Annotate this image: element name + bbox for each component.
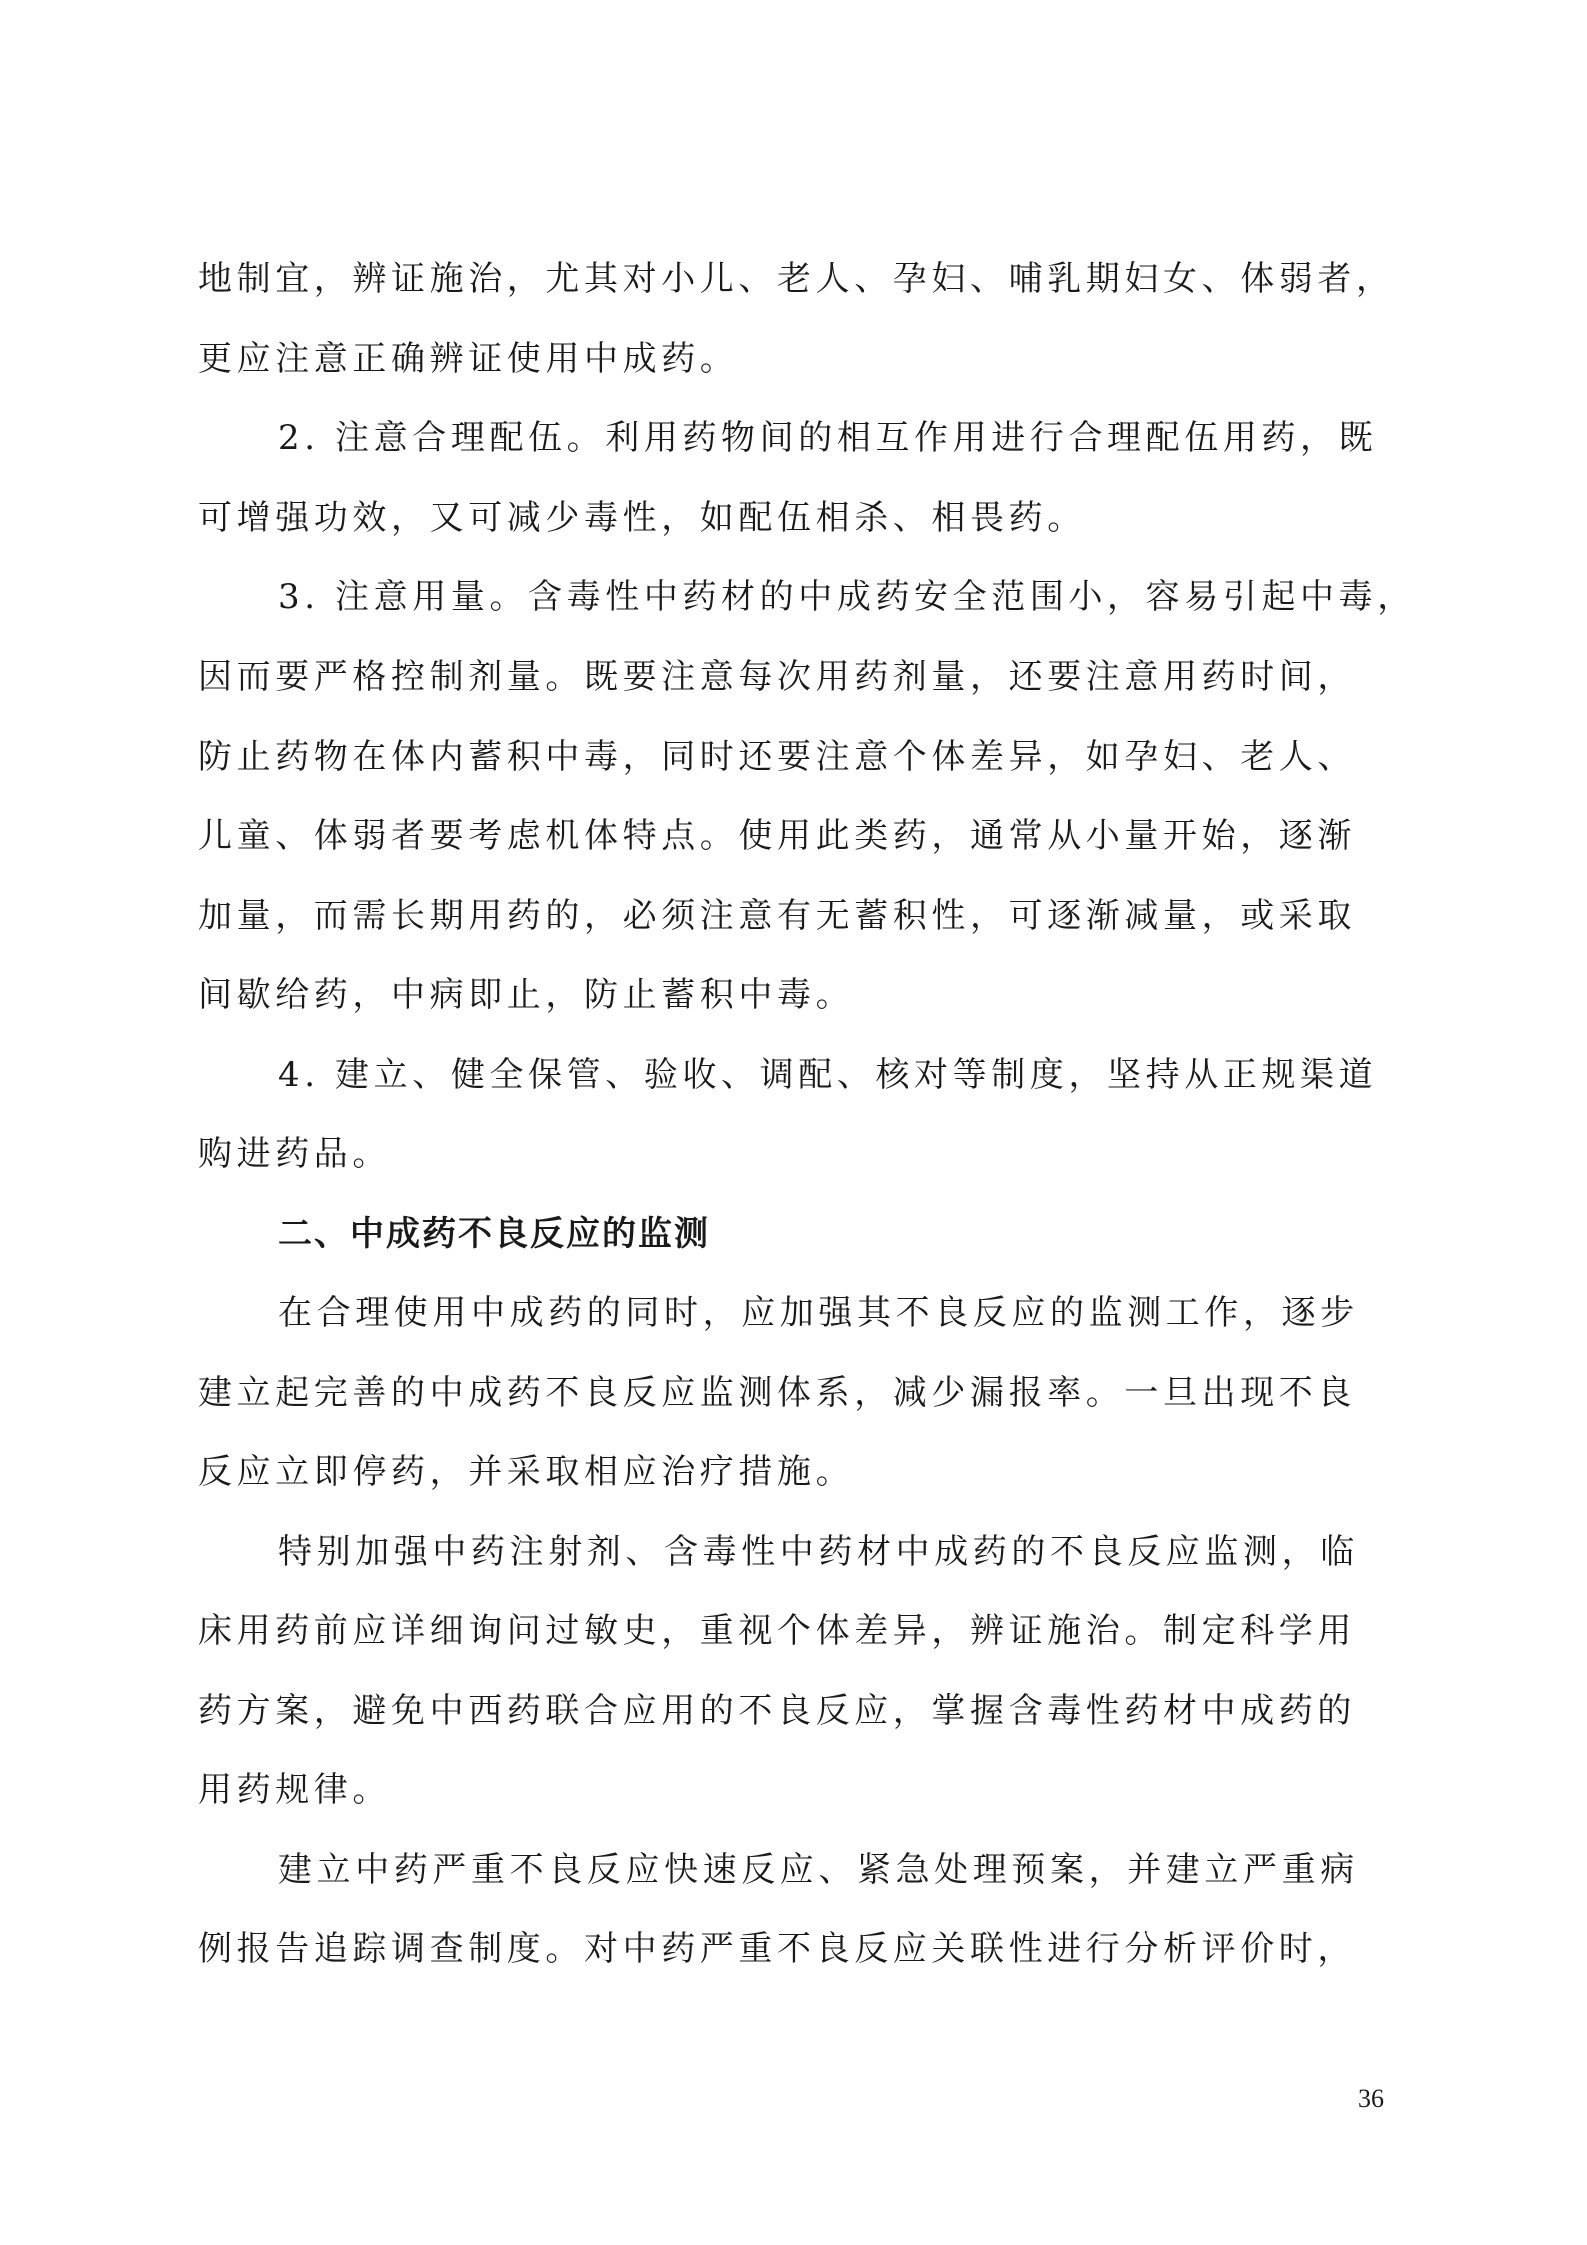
text-line: 可增强功效，又可减少毒性，如配伍相杀、相畏药。 — [198, 498, 1086, 538]
list-item-3-line: 3. 注意用量。含毒性中药材的中成药安全范围小，容易引起中毒， — [278, 577, 1416, 617]
text-line: 床用药前应详细询问过敏史，重视个体差异，辨证施治。制定科学用 — [198, 1611, 1356, 1651]
text-line: 因而要严格控制剂量。既要注意每次用药剂量，还要注意用药时间， — [198, 657, 1356, 697]
text-line: 更应注意正确辨证使用中成药。 — [198, 339, 739, 379]
text-line: 建立起完善的中成药不良反应监测体系，减少漏报率。一旦出现不良 — [198, 1373, 1356, 1413]
text-line: 加量，而需长期用药的，必须注意有无蓄积性，可逐渐减量，或采取 — [198, 896, 1356, 936]
text-line: 用药规律。 — [198, 1770, 391, 1810]
text-line: 购进药品。 — [198, 1134, 391, 1174]
paragraph-first-line: 在合理使用中成药的同时，应加强其不良反应的监测工作，逐步 — [278, 1293, 1359, 1333]
text-line: 药方案，避免中西药联合应用的不良反应，掌握含毒性药材中成药的 — [198, 1691, 1356, 1731]
paragraph-first-line: 建立中药严重不良反应快速反应、紧急处理预案，并建立严重病 — [278, 1850, 1359, 1890]
text-line: 反应立即停药，并采取相应治疗措施。 — [198, 1452, 855, 1492]
text-line: 例报告追踪调查制度。对中药严重不良反应关联性进行分析评价时， — [198, 1929, 1356, 1969]
text-line: 间歇给药，中病即止，防止蓄积中毒。 — [198, 975, 855, 1015]
text-line: 儿童、体弱者要考虑机体特点。使用此类药，通常从小量开始，逐渐 — [198, 816, 1356, 856]
text-line: 地制宜，辨证施治，尤其对小儿、老人、孕妇、哺乳期妇女、体弱者， — [198, 259, 1395, 299]
section-heading: 二、中成药不良反应的监测 — [278, 1214, 710, 1254]
text-line: 防止药物在体内蓄积中毒，同时还要注意个体差异，如孕妇、老人、 — [198, 737, 1356, 777]
paragraph-first-line: 特别加强中药注射剂、含毒性中药材中成药的不良反应监测，临 — [278, 1532, 1359, 1572]
list-item-4-line: 4. 建立、健全保管、验收、调配、核对等制度，坚持从正规渠道 — [278, 1055, 1378, 1095]
page-number: 36 — [1358, 2084, 1384, 2113]
list-item-2-line: 2. 注意合理配伍。利用药物间的相互作用进行合理配伍用药，既 — [278, 418, 1378, 458]
